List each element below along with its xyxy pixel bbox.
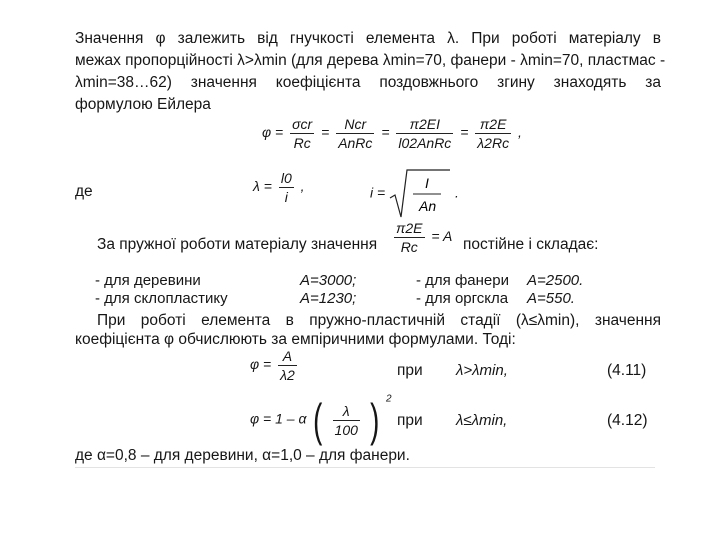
formula-4-11-condition: λ>λmin, — [456, 362, 508, 379]
right-paren: ) — [369, 394, 380, 446]
material-wood-label: - для деревини — [95, 272, 201, 289]
formula-4-12 — [250, 393, 392, 447]
euler-eq-1: = — [275, 124, 284, 141]
material-plywood-value: A=2500. — [527, 272, 584, 289]
material-fiberglass-value: A=1230; — [300, 290, 357, 307]
euler-fraction-4 — [475, 116, 511, 151]
i-den: An — [419, 198, 437, 214]
formula-4-11-fraction — [278, 348, 297, 383]
formula-4-12-fraction — [333, 403, 360, 438]
lambda-den: i — [284, 189, 288, 205]
euler-f2-den: AnRc — [338, 135, 373, 151]
euler-f1-num: σcr — [292, 116, 313, 132]
elastic-eq-a: = A — [431, 228, 453, 245]
euler-f4-num: π2E — [475, 116, 511, 134]
paragraph1-line1: Значення φ залежить від гнучкості елемента λ. При роботі матеріалу в — [75, 30, 661, 47]
material-fiberglass-label: - для склопластику — [95, 290, 228, 307]
euler-f1-den: Rc — [293, 135, 311, 151]
euler-fraction-1 — [290, 116, 314, 151]
euler-f2-num: Ncr — [336, 116, 374, 134]
formula-4-11-num: A — [278, 348, 297, 366]
material-plexiglass-value: A=550. — [527, 290, 575, 307]
elastic-den: Rc — [400, 239, 418, 255]
material-wood-value: A=3000; — [300, 272, 357, 289]
sqrt-sign — [389, 168, 451, 220]
material-plexiglass-label: - для оргскла — [416, 290, 509, 307]
formula-4-12-num: λ — [333, 403, 360, 421]
euler-fraction-2 — [336, 116, 374, 151]
paragraph1-line4: формулою Ейлера — [75, 96, 211, 113]
lambda-lhs: λ = — [253, 178, 272, 195]
formula-4-11-number: (4.11) — [607, 362, 647, 379]
elastic-fraction — [394, 220, 425, 255]
formula-4-11 — [250, 348, 300, 383]
formula-4-12-condition: λ≤λmin, — [456, 412, 508, 429]
formula-4-12-number: (4.12) — [607, 412, 648, 429]
i-num: I — [425, 175, 429, 191]
formula-4-12-den: 100 — [334, 421, 358, 438]
lambda-definition — [253, 170, 305, 205]
euler-phi: φ — [262, 124, 272, 141]
paragraph2-line2: коефіцієнта φ обчислюють за емпіричними формулами. Тоді: — [75, 331, 516, 348]
paragraph2-line1: При роботі елемента в пружно-пластичній стадії (λ≤λmin), значення — [97, 312, 661, 329]
paragraph1-line3: λmin=38…62) значення коефіцієнта поздовжнього згину знаходять за — [75, 74, 661, 91]
where-label: де — [75, 183, 93, 200]
material-plywood-label: - для фанери — [416, 272, 509, 289]
left-paren: ( — [313, 394, 323, 446]
elastic-text-before: За пружної роботи матеріалу значення — [97, 236, 378, 253]
euler-eq-2: = — [321, 124, 330, 141]
formula-4-12-lhs: φ = 1 – α — [250, 410, 307, 427]
elastic-constant-formula — [391, 220, 452, 255]
euler-formula — [262, 116, 522, 151]
formula-4-11-pri: при — [397, 362, 423, 379]
euler-fraction-3 — [396, 116, 453, 151]
paragraph1-line2: межах пропорційності λ>λmin (для дерева λmin=70, фанери - λmin=70, пластмас - — [75, 52, 666, 69]
elastic-num: π2E — [396, 220, 423, 236]
euler-trailing-comma: , — [517, 124, 522, 141]
formula-4-12-power: 2 — [386, 393, 392, 405]
lambda-fraction — [279, 170, 294, 205]
formula-4-12-pri: при — [397, 412, 423, 429]
euler-eq-3: = — [381, 124, 390, 141]
euler-f3-den: l02AnRc — [398, 135, 452, 151]
lambda-num: l0 — [280, 170, 292, 186]
i-dot: . — [454, 184, 459, 201]
euler-f4-den: λ2Rc — [477, 135, 510, 151]
formula-4-11-den: λ2 — [280, 367, 295, 383]
euler-f3-num: π2EI — [396, 116, 453, 134]
footer-line: де α=0,8 – для деревини, α=1,0 – для фанери. — [75, 447, 410, 464]
euler-eq-4: = — [460, 124, 469, 141]
i-lhs: i = — [370, 184, 386, 201]
elastic-text-after: постійне і складає: — [463, 236, 599, 253]
radius-of-gyration-definition — [370, 168, 459, 220]
bottom-divider — [75, 467, 655, 468]
formula-4-11-lhs: φ = — [250, 356, 272, 373]
lambda-comma: , — [300, 178, 305, 195]
